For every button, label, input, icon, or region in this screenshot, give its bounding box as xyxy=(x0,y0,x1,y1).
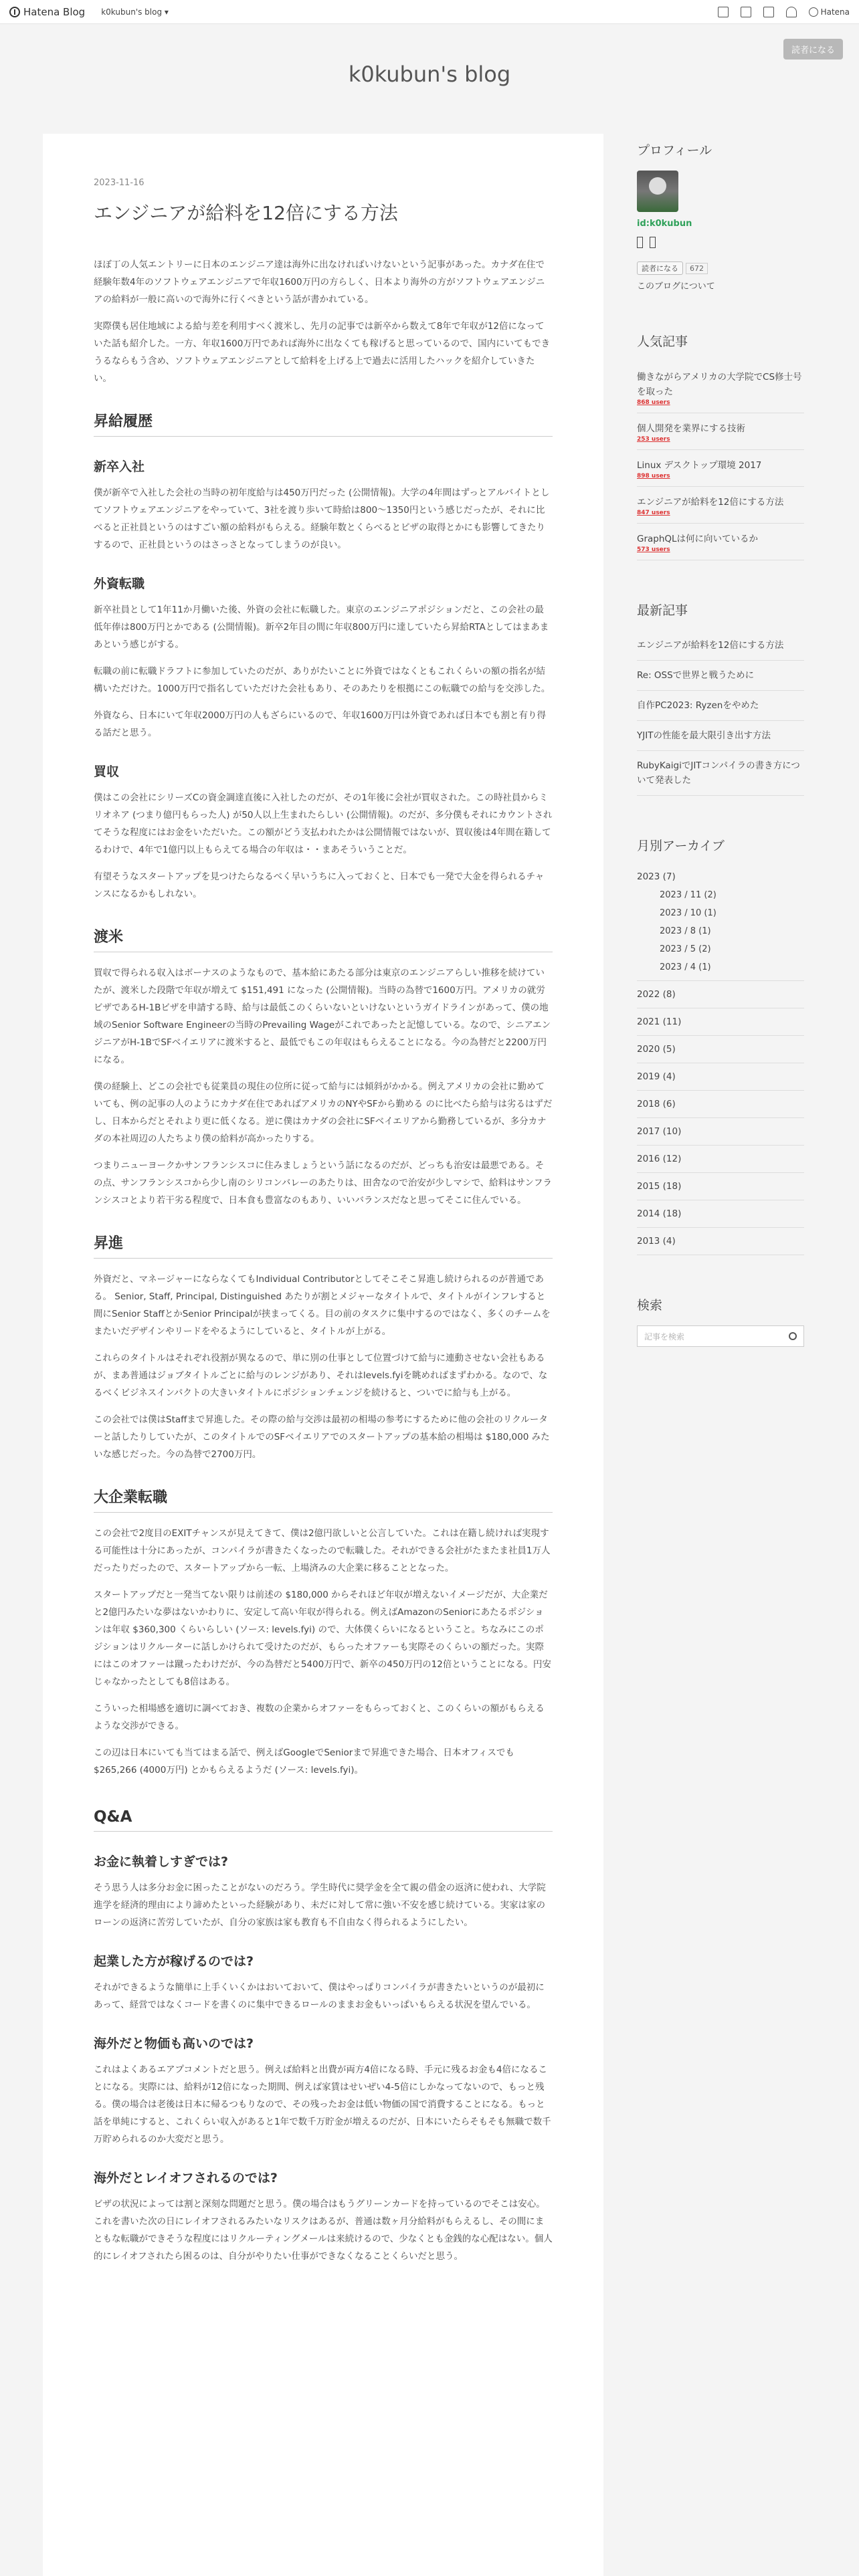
section-paragraph: 有望そうなスタートアップを見つけたらなるべく早いうちに入っておくと、日本でも一発で大金を得られるチャンスになるかもしれない。 xyxy=(94,871,545,899)
hatena-label: Hatena xyxy=(820,7,850,17)
popular-item[interactable] xyxy=(637,413,804,450)
section-paragraph: ビザの状況によっては割と深刻な問題だと思う。僕の場合はもうグリーンカードを持っているのでそこは安心。これを書いた次の日にレイオフされるみたいなリスクはあるが、普通は数ヶ月分給料がもらえるし、その間にまともな転職ができそうな程度にはリクルーティングメールは来続けるので、少なくとも金銭的な心配はない。個人的にレイオフされたら困るのは、自分がやりたい仕事ができなくなることくらいだと思う。 xyxy=(94,2199,553,2262)
archive-year[interactable]: 2015 (18) xyxy=(637,1173,804,1200)
section-paragraph: 僕が新卒で入社した会社の当時の初年度給与は450万円だった (公開情報)。大学の4年間はずっとアルバイトとしてソフトウェアエンジニアをやっていて、3社を渡り歩いて時給は800〜1350円という感じだったが、それに比べると正社員というのはすごい額の給料がもらえる。経験年数とくらべるとピザの取得とかにも影響してきたりするので、正社員というのはさっさとなってしまうのが良い。 xyxy=(94,488,550,550)
section-paragraph: 新卒社員として1年11か月働いた後、外資の会社に転職した。東京のエンジニアポジションだと、この会社の最低年俸は800万円とかである (公開情報)。新卒2年目の間に年収800万円に達していたら昇給RTAとしてはまあまあという感じがする。 xyxy=(94,605,549,650)
intro-paragraph: 実際僕も居住地域による給与差を利用すべく渡米し、先月の記事では新卒から数えて8年で年収が12倍になっていた話も紹介した。一方、年収1600万円であれば海外に出なくても稼げると思っているので、国内にいてもできうるならもう含め、ソフトウェアエンジニアとして給料を上げる上で過去に活用したハックを紹介していきたい。 xyxy=(94,321,551,384)
popular-item-users[interactable]: 573 users xyxy=(637,546,670,553)
section-paragraph: 僕はこの会社にシリーズCの資金調達直後に入社したのだが、その1年後に会社が買収された。この時社員からミリオネア (つまり億円もらった人) が50人以上生まれたらしい (公開情報)。のだが、多分僕もそれにカウントされてそうな程度にはお金をいただいた。この額がどう支払われたかは公開情報ではないが、買収後は4年間在籍してるわけで、4年で1億円以上もらえてる場合の年収は・・まあそういうことだ。 xyxy=(94,792,553,855)
section-paragraph: 僕の経験上、どこの会社でも従業員の現住の位所に従って給与には傾斜がかかる。例えアメリカの会社に勤めていても、例の記事の人のようにカナダ在住であればアメリカのNYやSFから勤める のに比べたら給与は劣るはずだし、日本からだとそれより更に低くなる。逆に僕はカナダの会社にSFベイエリアから勤務しているが、多分カナダの本社周辺の人たちより僕の給料が高かったりする。 xyxy=(94,1081,553,1144)
bell-icon[interactable] xyxy=(786,7,797,17)
popular-item[interactable] xyxy=(637,362,804,413)
archive-year[interactable]: 2020 (5) xyxy=(637,1036,804,1063)
popular-item-users[interactable]: 253 users xyxy=(637,436,670,443)
profile-reader-button[interactable]: 読者になる xyxy=(637,261,683,275)
about-link[interactable]: このブログについて xyxy=(637,282,715,292)
popular-item-title[interactable]: エンジニアが給料を12倍にする方法 xyxy=(637,497,784,508)
section-heading: 新卒入社 xyxy=(94,459,145,474)
popular-item[interactable] xyxy=(637,450,804,487)
recent-item[interactable]: 自作PC2023: Ryzenをやめた xyxy=(637,691,804,721)
archive-months xyxy=(637,886,804,981)
popular-item-users[interactable]: 847 users xyxy=(637,510,670,516)
popular-list xyxy=(637,362,804,560)
popular-item[interactable] xyxy=(637,487,804,524)
section-paragraph: 転職の前に転職ドラフトに参加していたのだが、ありがたいことに外資ではなくともこれくらいの額の指名が結構いただけた。1000万円で指名していただけた会社もあり、そのあたりを根拠にこの転職での給与を交渉した。 xyxy=(94,666,551,694)
section-paragraph: 買収で得られる収入はボーナスのようなもので、基本給にあたる部分は東京のエンジニアらしい推移を続けていたが、渡米した段階で年収が増えて $151,491 になった (公開情報)。当時の為替で1600万円。アメリカの就労ビザであるH-1Bビザを申請する時、給与は最低このくらいないといけないというガイドラインがあって、僕の地域のSenior Software Engineerの当時のPrevailing Wageがこれであったと記憶している。なので、シニアエンジニアがH-1BでSFベイエリアに渡米すると、最低でもこの年収はもらえることになる。今の為替だと2200万円になる。 xyxy=(94,968,551,1065)
section-heading: 渡米 xyxy=(94,926,553,952)
section-paragraph: 外資だと、マネージャーにならなくてもIndividual Contributorとしてそこそこ昇進し続けられるのが普通である。 Senior, Staff, Principal, Distinguished あたりが割とメジャーなタイトルで、タイトルがインフレすると間にSenior StaffとかSenior Principalが挟まってくる。目の前のタスクに集中するのではなく、多くのチームをまたいだデザインやリードをやるようにしていると、タイトルが上がる。 xyxy=(94,1274,551,1337)
entry-body xyxy=(94,410,553,2265)
blog-icon[interactable] xyxy=(763,7,774,17)
entry-title[interactable]: エンジニアが給料を12倍にする方法 xyxy=(94,202,398,224)
recent-item[interactable]: エンジニアが給料を12倍にする方法 xyxy=(637,631,804,661)
popular-item-title[interactable]: 働きながらアメリカの大学院でCS修士号を取った xyxy=(637,372,802,397)
brand-label: Hatena Blog xyxy=(23,5,86,18)
section-paragraph: それができるような簡単に上手くいくかはおいておいて、僕はやっぱりコンパイラが書きたいというのが最初にあって、経営ではなくコードを書くのに集中できるロールのままお金もいっぱいもらえる状況を望んでいる。 xyxy=(94,1982,545,2010)
archive-year[interactable]: 2018 (6) xyxy=(637,1091,804,1118)
archive-month[interactable]: 2023 / 11 (2) xyxy=(660,890,717,900)
reader-button[interactable]: 読者になる xyxy=(783,39,843,60)
archive-month[interactable]: 2023 / 10 (1) xyxy=(660,908,717,918)
archive-month[interactable]: 2023 / 5 (2) xyxy=(660,944,711,954)
section-heading: 海外だとレイオフされるのでは? xyxy=(94,2171,278,2185)
section-paragraph: これはよくあるエアプコメントだと思う。例えば給料と出費が両方4倍になる時、手元に残るお金も4倍になることになる。実際には、給料が12倍になった期間、例えば家賃はせいぜい4-5倍にしかなってないので、もっと残る。僕の場合は老後は日本に帰るつもりなので、その残ったお金は低い物価の国で消費することになる。もっと話を単純にすると、これくらい収入があると1年で数千万貯金が増えるのだが、日本にいたらそもそも無職で数千万貯められるのか大変だと思う。 xyxy=(94,2064,551,2145)
recent-list xyxy=(637,631,804,796)
popular-item-title[interactable]: Linux デスクトップ環境 2017 xyxy=(637,460,762,471)
section-paragraph: こういった相場感を適切に調べておき、複数の企業からオファーをもらっておくと、このくらいの額がもらえるような交渉ができる。 xyxy=(94,1703,545,1731)
search-input[interactable] xyxy=(637,1325,804,1347)
recent-item[interactable]: Re: OSSで世界と戦うために xyxy=(637,661,804,691)
section-heading: お金に執着しすぎでは? xyxy=(94,1854,229,1869)
search-placeholder: 記事を検索 xyxy=(644,1331,685,1341)
search-icon[interactable] xyxy=(789,1332,797,1340)
twitter-icon[interactable] xyxy=(637,237,643,248)
archive-year[interactable]: 2021 (11) xyxy=(637,1008,804,1036)
section-paragraph: この会社で2度目のEXITチャンスが見えてきて、僕は2億円欲しいと公言していた。これは在籍し続ければ実現する可能性は十分にあったが、コンパイラが書きたくなったので転職した。それができる会社がたまたま社員1万人だったりだったので、スタートアップから一転、上場済みの大企業に移ることとなった。 xyxy=(94,1528,551,1574)
section-paragraph: つまりニューヨークかサンフランシスコに住みましょうという話になるのだが、どっちも治安は最悪である。その点、サンフランシスコから少し南のシリコンバレーのあたりは、田舎なので治安が少しマシで、給料はサンフランシスコとより若干劣る程度で、日本食も豊富なのもあり、いいバランスだなと思ってそこに住んでいる。 xyxy=(94,1160,552,1206)
popular-item[interactable] xyxy=(637,524,804,560)
recent-item[interactable]: YJITの性能を最大限引き出す方法 xyxy=(637,721,804,751)
archive-month[interactable]: 2023 / 4 (1) xyxy=(660,962,711,972)
profile-heading: プロフィール xyxy=(637,143,712,158)
popular-item-users[interactable]: 868 users xyxy=(637,399,670,406)
archive-month[interactable]: 2023 / 8 (1) xyxy=(660,926,711,936)
edit-icon[interactable] xyxy=(718,7,729,17)
archive-heading: 月別アーカイブ xyxy=(637,839,725,853)
blog-title[interactable]: k0kubun's blog xyxy=(348,62,511,87)
section-paragraph: 外資なら、日本にいて年収2000万円の人もざらにいるので、年収1600万円は外資であれば日本でも割と有り得る話だと思う。 xyxy=(94,710,546,738)
popular-item-users[interactable]: 898 users xyxy=(637,473,670,479)
dashboard-icon[interactable] xyxy=(741,7,751,17)
section-paragraph: この辺は日本にいても当てはまる話で、例えばGoogleでSeniorまで昇進できた場合、日本オフィスでも $265,266 (4000万円) とかもらえるようだ (ソース: levels.fyi)。 xyxy=(94,1747,514,1776)
hatena-blog-logo[interactable] xyxy=(9,6,85,18)
reader-count: 672 xyxy=(686,263,708,274)
blog-selector[interactable]: k0kubun's blog ▾ xyxy=(101,7,169,17)
hatena-account-icon xyxy=(809,7,818,17)
section-heading: Q&A xyxy=(94,1808,553,1832)
sidebar xyxy=(637,140,804,1347)
hatena-account-link[interactable] xyxy=(809,7,850,17)
entry-date[interactable]: 2023-11-16 xyxy=(94,178,145,188)
archive-year[interactable]: 2022 (8) xyxy=(637,981,804,1008)
hatena-header-bar xyxy=(0,0,859,24)
popular-item-title[interactable]: GraphQLは何に向いているか xyxy=(637,534,759,544)
hatena-logo-icon xyxy=(9,7,20,17)
section-paragraph: スタートアップだと一発当てない限りは前述の $180,000 からそれほど年収が増えないイメージだが、大企業だと2億円みたいな夢はないかわりに、安定して高い年収が得られる。例えばAmazonのSeniorにあたるポジションは年収 $360,300 くらいらしい (ソース: levels.fyi) ので、大体僕くらいになるということ。ちなみにこのポジションはリクルーターに話しかけられて受けたのだが、もらったオファーも実際そのくらいの額だった。実際にはこのオファーは蹴ったわけだが、今の為替だと5400万円で、新卒の450万円の12倍ということになる。円安じゃなかったとしても8倍はある。 xyxy=(94,1590,551,1687)
archive-year[interactable]: 2017 (10) xyxy=(637,1118,804,1146)
section-paragraph: この会社では僕はStaffまで昇進した。その際の給与交渉は最初の相場の参考にするために他の会社のリクルーターと話したりしていたが、このタイトルでのSFベイエリアでのスタートアップの基本給の相場は $180,000 みたいな感じだった。今の為替で2700万円。 xyxy=(94,1414,550,1460)
archive-year[interactable]: 2014 (18) xyxy=(637,1200,804,1228)
recent-heading: 最新記事 xyxy=(637,603,688,618)
archive-year-open[interactable]: 2023 (7) xyxy=(637,871,676,882)
archive-year[interactable]: 2016 (12) xyxy=(637,1146,804,1173)
archive-list xyxy=(637,866,804,1255)
avatar[interactable] xyxy=(637,171,678,212)
intro-paragraph: ほぼ丁の人気エントリーに日本のエンジニア達は海外に出なければいけないという記事があった。カナダ在住で経験年数4年のソフトウェアエンジニアで年収1600万円の方らしく、日本より海外の方がソフトウェアエンジニアの給料が一般に高いので海外に行くべきという話が書かれている。 xyxy=(94,259,545,305)
section-heading: 海外だと物価も高いのでは? xyxy=(94,2036,254,2051)
search-heading: 検索 xyxy=(637,1298,663,1313)
archive-year[interactable]: 2019 (4) xyxy=(637,1063,804,1091)
section-paragraph: これらのタイトルはそれぞれ役割が異なるので、単に別の仕事として位置づけて給与に連動させない会社もあるが、まあ普通はジョブタイトルごとに給与のレンジがあり、それはlevels.fyiを眺めればまずわかる。なので、なるべくビジネスインパクトの大きいタイトルにポジションチェンジを続けると、ついでに給与も上がる。 xyxy=(94,1353,548,1398)
recent-item[interactable]: RubyKaigiでJITコンパイラの書き方について発表した xyxy=(637,751,804,796)
section-heading: 昇進 xyxy=(94,1232,553,1259)
section-heading: 昇給履歴 xyxy=(94,410,553,437)
entry-article xyxy=(43,134,603,2576)
github-icon[interactable] xyxy=(650,237,656,248)
archive-year[interactable]: 2013 (4) xyxy=(637,1228,804,1255)
section-heading: 買収 xyxy=(94,764,120,779)
popular-heading: 人気記事 xyxy=(637,334,688,349)
profile-id-link[interactable]: id:k0kubun xyxy=(637,219,692,229)
section-heading: 起業した方が稼げるのでは? xyxy=(94,1954,254,1969)
section-heading: 大企業転職 xyxy=(94,1486,553,1513)
section-paragraph: そう思う人は多分お金に困ったことがないのだろう。学生時代に奨学金を全て親の借金の返済に使われ、大学院進学を経済的理由により諦めたといった経験があり、未だに対して常に強い不安を感じ続けている。実家は家のローンの返済に苦労していたが、自分の家族は家も教育も不自由なく得られるようにしたい。 xyxy=(94,1883,546,1928)
section-heading: 外資転職 xyxy=(94,576,145,591)
popular-item-title[interactable]: 個人開発を業界にする技術 xyxy=(637,423,745,434)
